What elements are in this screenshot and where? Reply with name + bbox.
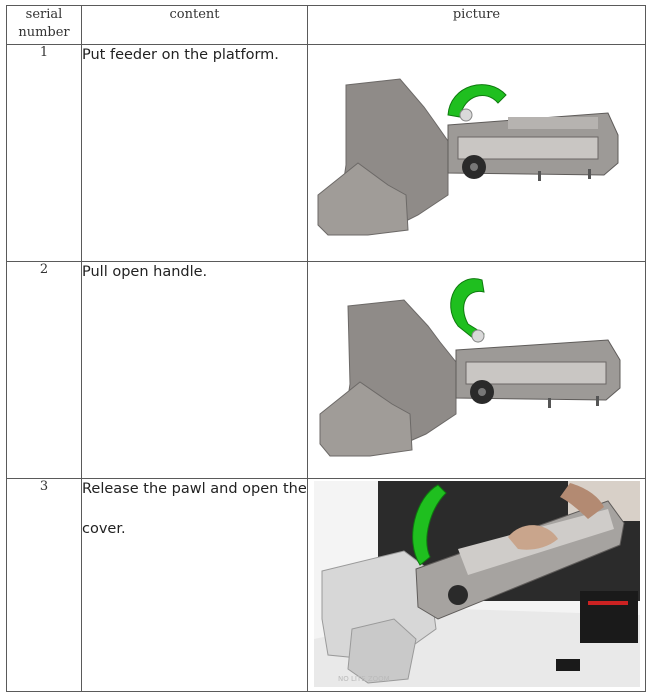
row-number: 1 xyxy=(7,45,82,262)
header-serial-number: serial number xyxy=(7,6,82,45)
feeder-photo-closed xyxy=(308,45,646,261)
table-header-row xyxy=(7,6,646,45)
table-row xyxy=(7,262,646,479)
row-picture xyxy=(308,479,646,692)
row-picture xyxy=(308,262,646,479)
step-text: Pull open handle. xyxy=(82,264,208,280)
row-content xyxy=(82,45,308,262)
table-row xyxy=(7,479,646,692)
row-number: 3 xyxy=(7,479,82,692)
table-row xyxy=(7,45,646,262)
row-content xyxy=(82,479,308,692)
step-text: Put feeder on the platform. xyxy=(82,47,279,63)
feeder-photo-handle-open xyxy=(308,262,646,478)
row-number: 2 xyxy=(7,262,82,479)
header-content: content xyxy=(82,6,308,45)
feeder-photo-cover-open xyxy=(308,479,646,691)
procedure-table xyxy=(6,5,646,692)
row-picture xyxy=(308,45,646,262)
watermark: NO LITE ZOOM xyxy=(338,675,390,683)
step-text: Release the pawl and open the cover. xyxy=(82,481,307,537)
header-picture: picture xyxy=(308,6,646,45)
row-content xyxy=(82,262,308,479)
